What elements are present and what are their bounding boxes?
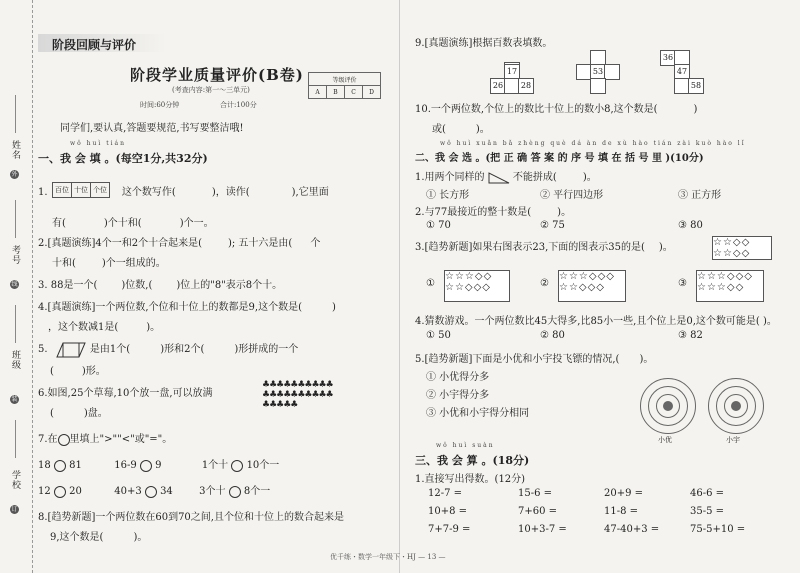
choice-option[interactable]: ③ 80: [678, 220, 703, 231]
question-text: ): [331, 302, 336, 313]
choice-option[interactable]: ①: [426, 278, 435, 289]
question-text: )。: [639, 354, 654, 365]
grade-level: D: [363, 86, 381, 99]
question-text: 个: [310, 238, 321, 249]
compare-row: [38, 482, 270, 498]
player-name: 小宇: [726, 436, 740, 444]
calc-problem[interactable]: 10+3-7 =: [518, 524, 567, 535]
compare-value: 3个十: [199, 486, 226, 497]
strawberry-icon: ♣♣♣♣♣♣♣♣♣♣ ♣♣♣♣♣♣♣♣♣♣ ♣♣♣♣♣: [262, 380, 333, 410]
grade-level: C: [345, 86, 363, 99]
exam-number-label: 考号: [10, 245, 20, 265]
question-text: 有(: [52, 218, 66, 229]
binding-dot: 线: [11, 281, 18, 288]
compare-value: 12: [38, 486, 51, 497]
question-text: )位上的"8"表示8个十。: [176, 280, 283, 291]
question-text: )。: [146, 322, 161, 333]
question-text: )。: [658, 242, 673, 253]
question-number: 1.: [38, 187, 48, 198]
choice-option[interactable]: ② 75: [540, 220, 565, 231]
compare-circle[interactable]: [58, 434, 70, 446]
name-line: [15, 95, 16, 133]
compare-value: 81: [69, 460, 82, 471]
section-banner: [38, 34, 166, 52]
question-text: 5.[趋势新题]下面是小优和小宇投飞镖的情况,(: [415, 354, 620, 365]
page-footer: 优千练・数学一年级下・HJ — 13 —: [330, 553, 446, 561]
hundred-grid-cell[interactable]: [590, 78, 606, 94]
question-text: (: [50, 408, 54, 419]
choice-option[interactable]: ③ 正方形: [678, 190, 722, 201]
section-3-heading: 三、我 会 算 。(18分): [415, 454, 530, 467]
choice-option[interactable]: ③: [678, 278, 687, 289]
choice-2: [415, 203, 571, 218]
grade-level: A: [309, 86, 327, 99]
compare-circle[interactable]: [54, 460, 66, 472]
question-2-line-2: [52, 254, 166, 269]
question-text: 是由1个(: [89, 344, 131, 355]
compare-circle[interactable]: [145, 486, 157, 498]
question-text: 2.[真题演练]4个一和2个十合起来是(: [38, 238, 202, 249]
calc-problem[interactable]: 15-6 =: [518, 488, 553, 499]
intro-text: 同学们,要认真,答题要规范,书写要整洁哦!: [60, 123, 244, 134]
question-4: [38, 298, 336, 313]
hundred-grid-cell: 28: [518, 78, 534, 94]
triangle-ruler-icon: [488, 172, 510, 184]
choice-option[interactable]: ② 平行四边形: [540, 190, 604, 201]
composite-shape-icon: [51, 342, 87, 358]
question-6: 6.如图,25个草莓,10个放一盘,可以放满: [38, 388, 213, 399]
question-text: 9,这个数是(: [50, 532, 104, 543]
question-text: 或(: [432, 124, 446, 135]
choice-option[interactable]: ② 80: [540, 330, 565, 341]
question-text: )形拼成的一个: [234, 344, 299, 355]
question-text: 不能拼成(: [512, 172, 557, 183]
question-text: ),它里面: [291, 187, 329, 198]
choice-option[interactable]: ① 70: [426, 220, 451, 231]
question-text: 4.[真题演练]一个两位数,个位和十位上的数都是9,这个数是(: [38, 302, 302, 313]
question-text: 1.用两个同样的: [415, 172, 485, 183]
exam-scope: (考查内容:第一～三单元): [172, 86, 250, 94]
compare-row: [38, 456, 279, 472]
calc-problem[interactable]: 7+7-9 =: [428, 524, 471, 535]
question-9: 9.[真题演练]根据百数表填数。: [415, 38, 553, 49]
page-spine: [399, 0, 400, 573]
question-5: [38, 340, 298, 358]
binding-dot: 装: [11, 396, 18, 403]
calc-instruction: 1.直接写出得数。(12分): [415, 474, 526, 485]
choice-option[interactable]: ① 50: [426, 330, 451, 341]
compare-value: 20: [69, 486, 82, 497]
compare-value: 8个一: [243, 486, 271, 497]
choice-option[interactable]: ② 小宇得分多: [426, 390, 490, 401]
compare-value: 16-9: [114, 460, 137, 471]
calc-problem[interactable]: 46-6 =: [690, 488, 725, 499]
hundred-grid-cell: 58: [688, 78, 704, 94]
hundred-grid-cell: 17: [504, 64, 520, 80]
question-text: (: [50, 366, 54, 377]
section-1-heading: 一、我 会 填 。(每空1分,共32分): [38, 152, 208, 165]
question-2: [38, 234, 320, 249]
question-8-line-2: [50, 528, 147, 543]
question-text: 3. 88是一个(: [38, 280, 98, 291]
shape-option-figure: ☆☆☆◇◇◇ ☆☆◇◇◇: [558, 270, 626, 302]
compare-value: 1个十: [201, 460, 229, 471]
class-label: 班级: [10, 350, 20, 370]
name-label: 姓名: [10, 140, 20, 160]
compare-circle[interactable]: [231, 460, 243, 472]
question-text: 十和(: [52, 258, 76, 269]
question-text: 7.在: [38, 434, 58, 445]
shape-option-figure: ☆☆☆◇◇◇ ☆☆☆◇◇: [696, 270, 764, 302]
compare-value: 40+3: [114, 486, 142, 497]
choice-option[interactable]: ②: [540, 278, 549, 289]
question-text: 3.[趋势新题]如果右图表示23,下面的图表示35的是(: [415, 242, 645, 253]
tens-column: 十位: [72, 183, 91, 197]
question-text: ，这个数减1是(: [48, 322, 119, 333]
binding-strip: [0, 0, 33, 573]
question-7: [38, 430, 172, 446]
compare-value: 34: [160, 486, 173, 497]
calc-problem[interactable]: 11-8 =: [604, 506, 639, 517]
question-text: ); 五十六是由(: [227, 238, 293, 249]
question-text: )。: [475, 124, 490, 135]
question-text: )个一组成的。: [101, 258, 166, 269]
question-text: )个一。: [179, 218, 214, 229]
calc-problem[interactable]: 35-5 =: [690, 506, 725, 517]
question-text: 里填上">""<"或"="。: [69, 434, 173, 445]
exam-time: 时间:60分钟: [140, 101, 180, 109]
choice-1: [415, 168, 597, 184]
section-2-heading: 二、我 会 选 。(把 正 确 答 案 的 序 号 填 在 括 号 里 )(10分): [415, 153, 704, 164]
exam-number-line: [15, 200, 16, 238]
exam-total: 合计:100分: [220, 101, 257, 109]
question-text: )盘。: [83, 408, 108, 419]
question-10: [415, 100, 697, 115]
section-pinyin: wǒ huì suàn: [436, 442, 495, 449]
school-line: [15, 420, 16, 458]
school-label: 学校: [10, 470, 20, 490]
compare-value: 18: [38, 460, 51, 471]
choice-option[interactable]: ③ 小优和小宇得分相同: [426, 408, 530, 419]
hundred-grid-cell: 53: [590, 64, 606, 80]
calc-problem[interactable]: 47-40+3 =: [604, 524, 660, 535]
calc-problem[interactable]: 7+60 =: [518, 506, 558, 517]
class-line: [15, 305, 16, 343]
calc-problem[interactable]: 20+9 =: [604, 488, 644, 499]
calc-problem[interactable]: 75-5+10 =: [690, 524, 746, 535]
grade-table: [308, 72, 381, 99]
question-text: 这个数写作(: [121, 187, 176, 198]
choice-5: [415, 350, 653, 365]
choice-option[interactable]: ③ 82: [678, 330, 703, 341]
place-value-chart: [52, 182, 110, 198]
choice-3: [415, 238, 673, 253]
calc-problem[interactable]: 12-7 =: [428, 488, 463, 499]
question-3: [38, 276, 282, 291]
question-6-line-2: [50, 404, 108, 419]
compare-circle[interactable]: [54, 486, 66, 498]
hundred-grid-cell[interactable]: [604, 64, 620, 80]
ones-column: 个位: [93, 186, 107, 194]
player-name: 小优: [658, 436, 672, 444]
page-title: 阶段学业质量评价(B卷): [130, 66, 304, 84]
compare-value: 10个一: [246, 460, 280, 471]
shape-option-figure: ☆☆☆◇◇ ☆☆◇◇◇: [444, 270, 510, 302]
grade-title: 等级评价: [309, 73, 381, 86]
question-text: )形和2个(: [160, 344, 205, 355]
banner-title: 阶段回顾与评价: [52, 38, 137, 52]
hundred-grid-cell: 26: [490, 78, 506, 94]
question-text: )位数,(: [121, 280, 153, 291]
binding-dot: 订: [11, 506, 18, 513]
grade-level: B: [327, 86, 345, 99]
section-pinyin: wǒ huì xuǎn bǎ zhèng què dá àn de xù hào tián zài kuò hào lǐ: [440, 140, 746, 147]
choice-4: 4.猜数游戏。一个两位数比45大得多,比85小一些,且个位上是0,这个数可能是( )。: [415, 316, 777, 327]
binding-dot: 外: [11, 171, 18, 178]
compare-circle[interactable]: [140, 460, 152, 472]
question-4-line-2: [48, 318, 160, 333]
question-text: )个十和(: [103, 218, 142, 229]
question-text: )形。: [81, 366, 106, 377]
question-10-line-2: [432, 120, 490, 135]
question-1-line-2: [52, 214, 214, 229]
hundred-grid-cell: 47: [674, 64, 690, 80]
choice-option[interactable]: ① 小优得分多: [426, 372, 490, 383]
compare-value: 9: [155, 460, 162, 471]
question-text: 2.与77最接近的整十数是(: [415, 207, 532, 218]
choice-option[interactable]: ① 长方形: [426, 190, 470, 201]
question-text: )。: [133, 532, 148, 543]
question-5-line-2: [50, 362, 106, 377]
question-8: 8.[趋势新题]一个两位数在60到70之间,且个位和十位上的数合起来是: [38, 512, 344, 523]
hundred-grid-cell: 36: [660, 50, 676, 66]
question-text: )，读作(: [211, 187, 250, 198]
question-number: 5.: [38, 344, 48, 355]
reference-shape-figure: ☆☆◇◇ ☆☆◇◇: [712, 236, 772, 260]
question-text: )。: [557, 207, 572, 218]
calc-problem[interactable]: 10+8 =: [428, 506, 468, 517]
question-text: 10.一个两位数,个位上的数比十位上的数小8,这个数是(: [415, 104, 658, 115]
compare-circle[interactable]: [229, 486, 241, 498]
hundreds-column: 百位: [53, 183, 72, 197]
section-pinyin: wǒ huì tián: [70, 140, 126, 147]
question-text: )。: [582, 172, 597, 183]
question-text: ): [693, 104, 698, 115]
